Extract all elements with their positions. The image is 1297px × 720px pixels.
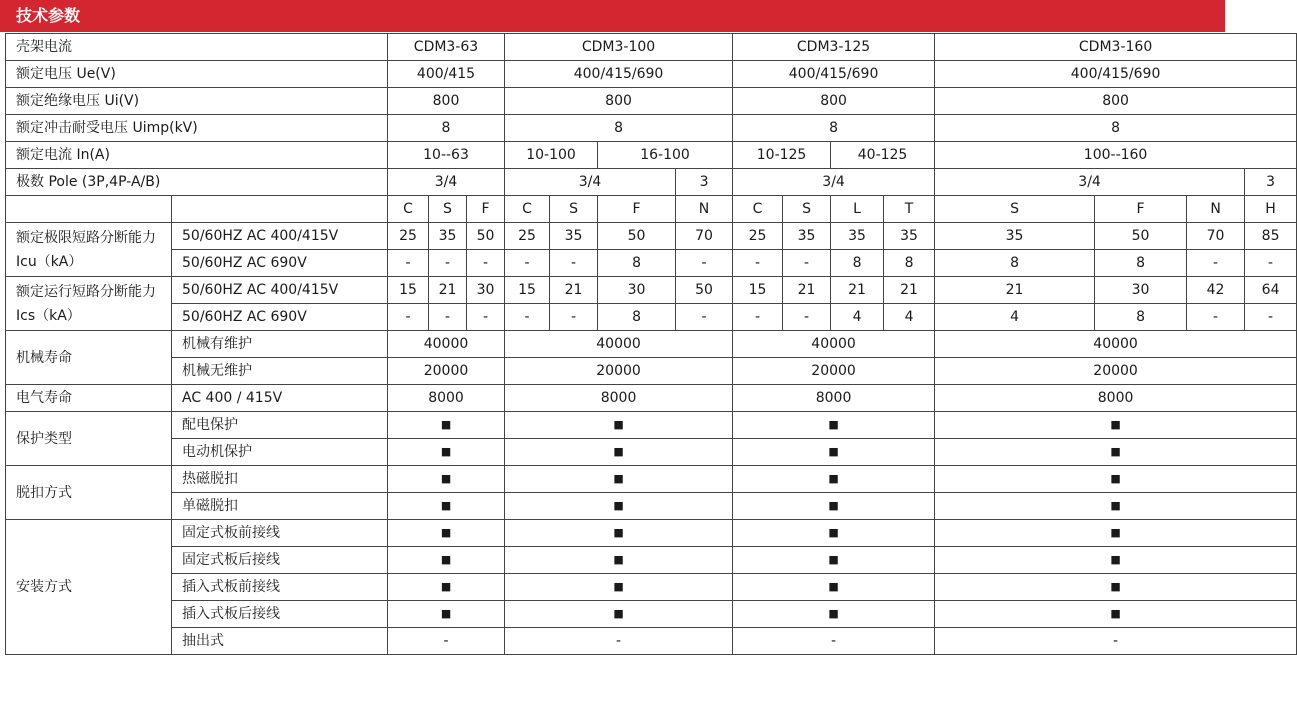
- table-cell: 8000: [935, 385, 1297, 412]
- table-cell: 35: [429, 223, 467, 250]
- check-mark: ■: [505, 547, 733, 574]
- table-cell: 3/4: [935, 169, 1245, 196]
- table-cell: 21: [884, 277, 935, 304]
- table-cell: -: [388, 250, 429, 277]
- row-label: 壳架电流: [6, 34, 388, 61]
- table-cell: -: [429, 304, 467, 331]
- trip-row: [6, 493, 1297, 520]
- check-mark: ■: [505, 574, 733, 601]
- row-label: 固定式板后接线: [172, 547, 388, 574]
- check-mark: ■: [733, 466, 935, 493]
- table-cell: 800: [388, 88, 505, 115]
- empty-cell: [6, 196, 172, 223]
- rated-voltage-row: [6, 61, 1297, 88]
- table-cell: 800: [733, 88, 935, 115]
- check-mark: ■: [505, 493, 733, 520]
- table-cell: 21: [429, 277, 467, 304]
- table-cell: 100--160: [935, 142, 1297, 169]
- spec-table: [5, 33, 1297, 655]
- table-cell: 70: [1187, 223, 1245, 250]
- check-mark: ■: [505, 601, 733, 628]
- grade-row: [6, 196, 1297, 223]
- table-cell: -: [505, 628, 733, 655]
- row-label: 机械无维护: [172, 358, 388, 385]
- row-label: 插入式板后接线: [172, 601, 388, 628]
- check-mark: ■: [935, 466, 1297, 493]
- row-label: 机械有维护: [172, 331, 388, 358]
- mech-life-row: [6, 358, 1297, 385]
- table-cell: 10--63: [388, 142, 505, 169]
- table-cell: 8: [935, 115, 1297, 142]
- table-cell: 42: [1187, 277, 1245, 304]
- check-mark: ■: [733, 574, 935, 601]
- check-mark: ■: [733, 547, 935, 574]
- grade-cell: S: [783, 196, 831, 223]
- table-cell: -: [733, 250, 783, 277]
- mech-life-label: 机械寿命: [6, 331, 172, 385]
- ics-label: 额定运行短路分断能力 Ics（kA）: [6, 277, 172, 331]
- grade-cell: F: [467, 196, 505, 223]
- row-label: 极数 Pole (3P,4P-A/B): [6, 169, 388, 196]
- impulse-voltage-row: [6, 115, 1297, 142]
- insulation-voltage-row: [6, 88, 1297, 115]
- table-cell: 21: [831, 277, 884, 304]
- ics-400-row: [6, 277, 1297, 304]
- table-cell: -: [388, 304, 429, 331]
- table-cell: 35: [550, 223, 598, 250]
- grade-cell: S: [550, 196, 598, 223]
- mech-life-row: [6, 331, 1297, 358]
- check-mark: ■: [733, 439, 935, 466]
- table-cell: 20000: [388, 358, 505, 385]
- check-mark: ■: [935, 520, 1297, 547]
- elec-life-row: [6, 385, 1297, 412]
- row-label: 单磁脱扣: [172, 493, 388, 520]
- rated-current-row: [6, 142, 1297, 169]
- frame-current-row: [6, 34, 1297, 61]
- table-cell: -: [467, 304, 505, 331]
- table-cell: 16-100: [598, 142, 733, 169]
- check-mark: ■: [505, 520, 733, 547]
- table-cell: 8: [884, 250, 935, 277]
- table-cell: 50: [467, 223, 505, 250]
- table-cell: 8000: [733, 385, 935, 412]
- row-label: 额定电压 Ue(V): [6, 61, 388, 88]
- table-cell: -: [1187, 304, 1245, 331]
- check-mark: ■: [935, 493, 1297, 520]
- row-label: 50/60HZ AC 400/415V: [172, 223, 388, 250]
- protection-row: [6, 412, 1297, 439]
- table-cell: 40000: [388, 331, 505, 358]
- grade-cell: N: [1187, 196, 1245, 223]
- grade-cell: C: [733, 196, 783, 223]
- icu-690-row: [6, 250, 1297, 277]
- table-cell: -: [733, 304, 783, 331]
- table-cell: 20000: [935, 358, 1297, 385]
- protection-row: [6, 439, 1297, 466]
- table-cell: -: [429, 250, 467, 277]
- table-cell: 8: [733, 115, 935, 142]
- table-cell: 85: [1245, 223, 1297, 250]
- table-cell: -: [783, 250, 831, 277]
- empty-cell: [172, 196, 388, 223]
- check-mark: ■: [733, 520, 935, 547]
- row-label: 抽出式: [172, 628, 388, 655]
- table-cell: -: [388, 628, 505, 655]
- table-cell: 3/4: [388, 169, 505, 196]
- table-cell: 8: [935, 250, 1095, 277]
- check-mark: ■: [388, 412, 505, 439]
- table-cell: 800: [505, 88, 733, 115]
- check-mark: ■: [388, 439, 505, 466]
- check-mark: ■: [505, 466, 733, 493]
- check-mark: ■: [935, 601, 1297, 628]
- table-cell: 400/415: [388, 61, 505, 88]
- row-label: 50/60HZ AC 690V: [172, 304, 388, 331]
- table-cell: -: [1187, 250, 1245, 277]
- table-cell: 70: [676, 223, 733, 250]
- table-cell: 4: [935, 304, 1095, 331]
- install-row: [6, 628, 1297, 655]
- table-cell: -: [1245, 304, 1297, 331]
- table-cell: 25: [388, 223, 429, 250]
- check-mark: ■: [505, 412, 733, 439]
- elec-life-label: 电气寿命: [6, 385, 172, 412]
- install-row: [6, 547, 1297, 574]
- table-cell: 15: [733, 277, 783, 304]
- grade-cell: F: [1095, 196, 1187, 223]
- row-label: 50/60HZ AC 690V: [172, 250, 388, 277]
- check-mark: ■: [935, 439, 1297, 466]
- table-cell: 30: [467, 277, 505, 304]
- table-cell: 30: [598, 277, 676, 304]
- table-cell: 35: [935, 223, 1095, 250]
- table-cell: -: [783, 304, 831, 331]
- check-mark: ■: [388, 601, 505, 628]
- grade-cell: H: [1245, 196, 1297, 223]
- table-cell: -: [676, 250, 733, 277]
- table-cell: -: [550, 250, 598, 277]
- table-cell: 400/415/690: [935, 61, 1297, 88]
- table-cell: 40-125: [831, 142, 935, 169]
- grade-cell: S: [935, 196, 1095, 223]
- table-cell: 50: [598, 223, 676, 250]
- row-label: 额定电流 In(A): [6, 142, 388, 169]
- pole-row: [6, 169, 1297, 196]
- table-cell: -: [1245, 250, 1297, 277]
- table-cell: 15: [505, 277, 550, 304]
- check-mark: ■: [388, 493, 505, 520]
- table-cell: 35: [884, 223, 935, 250]
- grade-cell: L: [831, 196, 884, 223]
- check-mark: ■: [733, 601, 935, 628]
- trip-label: 脱扣方式: [6, 466, 172, 520]
- check-mark: ■: [388, 466, 505, 493]
- table-cell: -: [505, 250, 550, 277]
- table-cell: 8: [388, 115, 505, 142]
- grade-cell: N: [676, 196, 733, 223]
- table-cell: 40000: [505, 331, 733, 358]
- table-cell: 3: [676, 169, 733, 196]
- table-cell: 21: [783, 277, 831, 304]
- protection-label: 保护类型: [6, 412, 172, 466]
- check-mark: ■: [733, 493, 935, 520]
- table-cell: 30: [1095, 277, 1187, 304]
- row-label: 额定冲击耐受电压 Uimp(kV): [6, 115, 388, 142]
- table-cell: 10-125: [733, 142, 831, 169]
- page-title: 技术参数: [16, 6, 81, 25]
- trip-row: [6, 466, 1297, 493]
- table-cell: 8000: [388, 385, 505, 412]
- table-cell: -: [935, 628, 1297, 655]
- model-header: CDM3-125: [733, 34, 935, 61]
- icu-400-row: [6, 223, 1297, 250]
- ics-690-row: [6, 304, 1297, 331]
- install-row: [6, 574, 1297, 601]
- table-cell: -: [505, 304, 550, 331]
- row-label: AC 400 / 415V: [172, 385, 388, 412]
- table-cell: 400/415/690: [505, 61, 733, 88]
- table-cell: 8: [505, 115, 733, 142]
- grade-cell: C: [388, 196, 429, 223]
- row-label: 热磁脱扣: [172, 466, 388, 493]
- table-cell: 4: [831, 304, 884, 331]
- model-header: CDM3-160: [935, 34, 1297, 61]
- grade-cell: T: [884, 196, 935, 223]
- check-mark: ■: [935, 574, 1297, 601]
- table-cell: 40000: [935, 331, 1297, 358]
- table-cell: 25: [733, 223, 783, 250]
- check-mark: ■: [388, 520, 505, 547]
- table-cell: 20000: [733, 358, 935, 385]
- table-cell: 8: [1095, 304, 1187, 331]
- table-cell: 3/4: [505, 169, 676, 196]
- check-mark: ■: [388, 547, 505, 574]
- install-row: [6, 520, 1297, 547]
- table-cell: 50: [676, 277, 733, 304]
- table-cell: 40000: [733, 331, 935, 358]
- table-cell: 8: [598, 304, 676, 331]
- table-cell: -: [676, 304, 733, 331]
- title-bar: [0, 0, 1225, 32]
- grade-cell: C: [505, 196, 550, 223]
- check-mark: ■: [388, 574, 505, 601]
- install-row: [6, 601, 1297, 628]
- row-label: 电动机保护: [172, 439, 388, 466]
- table-cell: -: [467, 250, 505, 277]
- table-cell: 50: [1095, 223, 1187, 250]
- table-cell: 3/4: [733, 169, 935, 196]
- check-mark: ■: [505, 439, 733, 466]
- table-cell: -: [733, 628, 935, 655]
- table-cell: -: [550, 304, 598, 331]
- check-mark: ■: [733, 412, 935, 439]
- icu-label: 额定极限短路分断能力 Icu（kA）: [6, 223, 172, 277]
- model-header: CDM3-100: [505, 34, 733, 61]
- table-cell: 8: [598, 250, 676, 277]
- row-label: 配电保护: [172, 412, 388, 439]
- install-label: 安装方式: [6, 520, 172, 655]
- row-label: 额定绝缘电压 Ui(V): [6, 88, 388, 115]
- row-label: 固定式板前接线: [172, 520, 388, 547]
- check-mark: ■: [935, 547, 1297, 574]
- table-cell: 35: [831, 223, 884, 250]
- check-mark: ■: [935, 412, 1297, 439]
- table-cell: 20000: [505, 358, 733, 385]
- table-cell: 35: [783, 223, 831, 250]
- grade-cell: S: [429, 196, 467, 223]
- table-cell: 8: [1095, 250, 1187, 277]
- grade-cell: F: [598, 196, 676, 223]
- table-cell: 400/415/690: [733, 61, 935, 88]
- table-cell: 21: [935, 277, 1095, 304]
- table-cell: 4: [884, 304, 935, 331]
- table-cell: 10-100: [505, 142, 598, 169]
- table-cell: 3: [1245, 169, 1297, 196]
- table-cell: 800: [935, 88, 1297, 115]
- table-cell: 8000: [505, 385, 733, 412]
- table-cell: 64: [1245, 277, 1297, 304]
- table-cell: 25: [505, 223, 550, 250]
- row-label: 插入式板前接线: [172, 574, 388, 601]
- model-header: CDM3-63: [388, 34, 505, 61]
- table-cell: 21: [550, 277, 598, 304]
- row-label: 50/60HZ AC 400/415V: [172, 277, 388, 304]
- table-cell: 15: [388, 277, 429, 304]
- table-cell: 8: [831, 250, 884, 277]
